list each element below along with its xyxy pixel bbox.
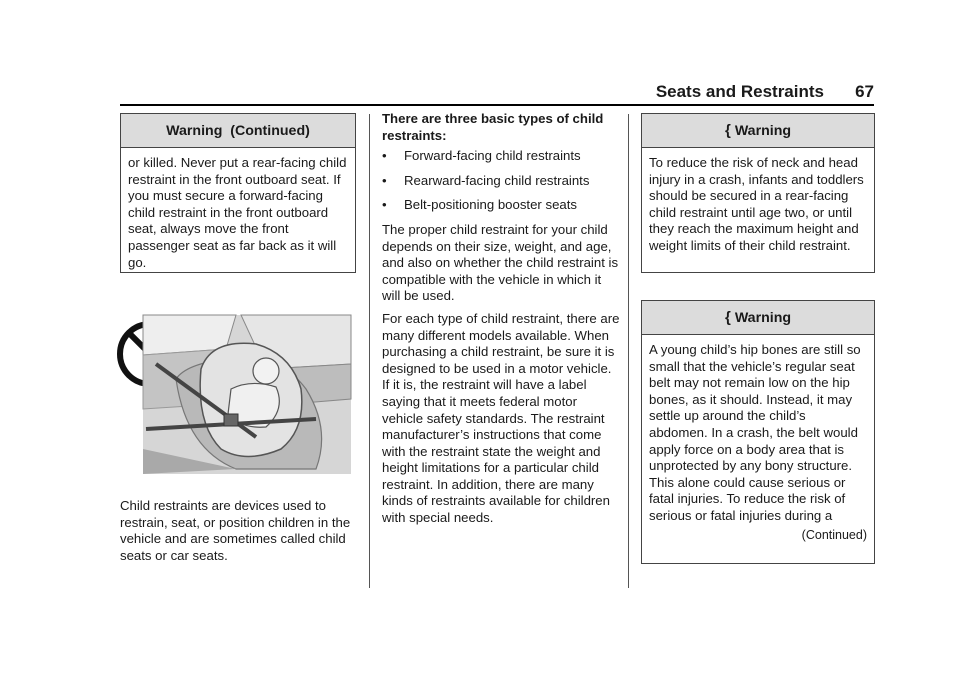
child-restraints-definition: Child restraints are devices used to restrain, seat, or position children in the vehicle and are sometimes called child seats or car seats. bbox=[120, 498, 351, 563]
warning-title: Warning bbox=[734, 122, 792, 139]
list-item bbox=[382, 197, 620, 214]
bullet-text: Rearward-facing child restraints bbox=[404, 172, 590, 188]
col1-text bbox=[120, 498, 360, 570]
warning-box-header bbox=[642, 301, 874, 335]
bullet-glyph: • bbox=[382, 197, 387, 213]
bullet-glyph: • bbox=[382, 172, 387, 188]
warning-icon: { bbox=[724, 122, 731, 139]
section-title: Seats and Restraints bbox=[655, 82, 824, 101]
warning-icon: { bbox=[724, 309, 731, 326]
warning-continued-title: Warning (Continued) bbox=[166, 122, 310, 139]
column-divider-2 bbox=[628, 114, 629, 588]
page-number: 67 bbox=[855, 82, 874, 101]
continued-label: (Continued) bbox=[801, 527, 867, 542]
restraint-types-heading: There are three basic types of child restraints: bbox=[382, 111, 604, 143]
warning-box-header bbox=[642, 114, 874, 148]
warning-box-hip-bones bbox=[641, 300, 875, 564]
col2-text bbox=[382, 111, 620, 533]
models-available-paragraph: For each type of child restraint, there are many different models available. When purchasing a child restraint, be sure it is designed to be used in a motor vehicle. If it is, the restraint will have a label saying that it meets federal motor vehicle safety standards. The restraint manufacturer’s instructions that come with the restraint state the weight and height limitations for a particular child restraint. In addition, there are many kinds of restraints available for children with special needs. bbox=[382, 310, 620, 526]
bullet-text: Belt-positioning booster seats bbox=[404, 197, 578, 213]
bullet-text: Forward-facing child restraints bbox=[404, 148, 581, 164]
warning-body-text: A young child’s hip bones are still so small that the vehicle’s regular seat belt may not remain low on the hip bones, as it should. Instead, it may settle up around the child’s abdomen. In a crash, the belt would apply force on a body area that is unprotected by any bony structure. This alone could cause serious or fatal injuries. To reduce the risk of serious or fatal injuries during a bbox=[649, 342, 861, 523]
warning-continued-body: or killed. Never put a rear-facing child restraint in the front outboard seat. If you must secure a forward-facing child restraint in the front outboard seat, always move the front passenger seat as far back as it will go. bbox=[128, 155, 347, 270]
warning-box-neck-injury bbox=[641, 113, 875, 273]
rear-facing-child-seat-illustration bbox=[116, 309, 352, 475]
warning-body: To reduce the risk of neck and head injury in a crash, infants and toddlers should be secured in a rear-facing child restraint until age two, or until they reach the maximum height and weight limits of their child restraint. bbox=[649, 155, 864, 253]
warning-body bbox=[642, 335, 874, 549]
warning-title: Warning bbox=[734, 309, 792, 326]
list-item bbox=[382, 173, 620, 190]
proper-restraint-paragraph: The proper child restraint for your child depends on their size, weight, and age, and also on whether the child restraint is compatible with the vehicle in which it will be used. bbox=[382, 221, 619, 304]
warning-continued-header bbox=[121, 114, 355, 148]
column-divider-1 bbox=[369, 114, 370, 588]
page-header bbox=[120, 80, 874, 106]
bullet-glyph: • bbox=[382, 148, 387, 164]
warning-continued-box bbox=[120, 113, 356, 273]
list-item bbox=[382, 148, 620, 165]
